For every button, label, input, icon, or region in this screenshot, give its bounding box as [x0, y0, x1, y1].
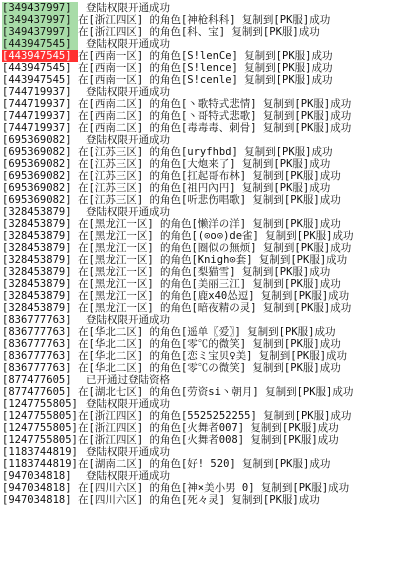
log-line-message: 在[华北二区] 的角色[遥单〖爱〗] 复制到[PK服]成功 [78, 326, 336, 338]
log-line-message: 在[黑龙江一区] 的角色[鹿x40怂逗] 复制到[PK服]成功 [78, 290, 350, 302]
log-line-account: [836777763] [2, 326, 72, 338]
log-line[interactable] [2, 434, 401, 446]
log-line-message: 在[江苏三区] 的角色[uryfhbd] 复制到[PK服]成功 [78, 146, 333, 158]
log-line[interactable] [2, 422, 401, 434]
log-line-message: 在[四川六区] 的角色[神×美小男 0] 复制到[PK服]成功 [78, 482, 350, 494]
log-line-account: [744719937] [2, 86, 72, 98]
log-line-message: 在[湖南二区] 的角色[好! 520] 复制到[PK服]成功 [78, 458, 331, 470]
log-line-account: [695369082] [2, 158, 72, 170]
log-line-message: 在[黑龙江一区] 的角色[梨猫雪] 复制到[PK服]成功 [78, 266, 331, 278]
log-line[interactable] [2, 410, 401, 422]
log-line[interactable] [2, 470, 401, 482]
log-line-account: [744719937] [2, 98, 72, 110]
log-line-message: 在[华北二区] 的角色[恋ミ宝贝♀美] 复制到[PK服]成功 [78, 350, 348, 362]
log-line-message: 在[浙江四区] 的角色[5525252255] 复制到[PK服]成功 [78, 410, 352, 422]
log-line-account: [1247755805] [2, 434, 78, 446]
log-line-account: [328453879] [2, 206, 72, 218]
log-line-message: 在[西南二区] 的角色[丶哥特式悲歌] 复制到[PK服]成功 [78, 110, 352, 122]
log-line-account: [328453879] [2, 278, 72, 290]
log-line-account: [744719937] [2, 122, 72, 134]
log-line-account: [349437997] [2, 26, 78, 38]
log-line[interactable] [2, 218, 401, 230]
log-line[interactable] [2, 38, 401, 50]
log-line[interactable] [2, 302, 401, 314]
log-line-account: [695369082] [2, 146, 72, 158]
log-line-account: [328453879] [2, 218, 72, 230]
log-panel[interactable] [2, 2, 401, 506]
log-line[interactable] [2, 398, 401, 410]
log-line-message: 在[浙江四区] 的角色[火舞者007] 复制到[PK服]成功 [78, 422, 339, 434]
log-line[interactable] [2, 386, 401, 398]
log-line-message: 在[黑龙江一区] 的角色[暗夜精の灵] 复制到[PK服]成功 [78, 302, 352, 314]
log-line-message: 在[湖北七区] 的角色[劳资si丶朝月] 复制到[PK服]成功 [78, 386, 354, 398]
log-line[interactable] [2, 122, 401, 134]
log-line-account: [695369082] [2, 170, 72, 182]
log-line-message: 在[西南二区] 的角色[丶歌特式悲情] 复制到[PK服]成功 [78, 98, 352, 110]
log-line-account: [443947545] [2, 38, 78, 50]
log-line-message: 在[黑龙江一区] 的角色[懒洋の洋] 复制到[PK服]成功 [78, 218, 341, 230]
log-line[interactable] [2, 242, 401, 254]
log-line-message: 在[浙江四区] 的角色[神枪科科] 复制到[PK服]成功 [78, 14, 331, 26]
log-line[interactable] [2, 110, 401, 122]
log-line-account: [877477605] [2, 386, 72, 398]
log-line-message: 登陆权限开通成功 [86, 206, 170, 218]
log-line[interactable] [2, 290, 401, 302]
log-line[interactable] [2, 314, 401, 326]
log-line[interactable] [2, 194, 401, 206]
log-line-message: 登陆权限开通成功 [86, 2, 170, 14]
log-line-message: 在[黑龙江一区] 的角色[Knigh⊙套] 复制到[PK服]成功 [78, 254, 348, 266]
log-line-message: 在[江苏三区] 的角色[大炮来了] 复制到[PK服]成功 [78, 158, 331, 170]
log-line[interactable] [2, 338, 401, 350]
log-line-message: 在[浙江四区] 的角色[火舞者008] 复制到[PK服]成功 [78, 434, 339, 446]
log-line-account: [328453879] [2, 254, 72, 266]
log-line-message: 在[华北二区] 的角色[零℃的微笑] 复制到[PK服]成功 [78, 338, 341, 350]
log-line[interactable] [2, 494, 401, 506]
log-line[interactable] [2, 446, 401, 458]
log-line-account: [443947545] [2, 62, 72, 74]
log-line[interactable] [2, 182, 401, 194]
log-line-account: [1247755805] [2, 398, 78, 410]
log-line-account: [836777763] [2, 350, 72, 362]
log-line[interactable] [2, 86, 401, 98]
log-line-account: [695369082] [2, 182, 72, 194]
log-line[interactable] [2, 134, 401, 146]
log-line[interactable] [2, 374, 401, 386]
log-line-account: [836777763] [2, 338, 72, 350]
log-line[interactable] [2, 266, 401, 278]
log-line-message: 在[江苏三区] 的角色[扛起哥布林] 复制到[PK服]成功 [78, 170, 341, 182]
log-line-message: 在[浙江四区] 的角色[科、宝] 复制到[PK服]成功 [78, 26, 320, 38]
log-line-account: [695369082] [2, 194, 72, 206]
log-line-account: [947034818] [2, 494, 72, 506]
log-line[interactable] [2, 350, 401, 362]
log-line[interactable] [2, 326, 401, 338]
log-line-message: 登陆权限开通成功 [86, 314, 170, 326]
log-line[interactable] [2, 482, 401, 494]
log-line-message: 在[西南一区] 的角色[S!lence] 复制到[PK服]成功 [78, 62, 333, 74]
log-line-message: 登陆权限开通成功 [86, 470, 170, 482]
log-line[interactable] [2, 362, 401, 374]
log-line-account: [349437997] [2, 2, 78, 14]
log-line-account: [1247755805] [2, 410, 78, 422]
log-line-message: 登陆权限开通成功 [86, 446, 170, 458]
log-line[interactable] [2, 458, 401, 470]
log-line-account: [1247755805] [2, 422, 78, 434]
log-line[interactable] [2, 230, 401, 242]
log-line[interactable] [2, 158, 401, 170]
log-line-message: 在[四川六区] 的角色[死々灵] 复制到[PK服]成功 [78, 494, 320, 506]
log-line-message: 登陆权限开通成功 [86, 86, 170, 98]
log-line[interactable] [2, 146, 401, 158]
log-line-account: [328453879] [2, 290, 72, 302]
log-line-account: [947034818] [2, 470, 72, 482]
log-line-account: [877477605] [2, 374, 72, 386]
log-line[interactable] [2, 98, 401, 110]
log-line-account: [349437997] [2, 14, 78, 26]
log-line-account: [836777763] [2, 362, 72, 374]
log-line-message: 登陆权限开通成功 [86, 398, 170, 410]
log-line[interactable] [2, 50, 401, 62]
log-line[interactable] [2, 206, 401, 218]
log-line-account: [695369082] [2, 134, 72, 146]
log-line-message: 在[江苏三区] 的角色[祖円內円] 复制到[PK服]成功 [78, 182, 331, 194]
log-line-message: 在[西南二区] 的角色[毒毒毒、刺骨] 复制到[PK服]成功 [78, 122, 352, 134]
log-line[interactable] [2, 254, 401, 266]
log-line-account: [836777763] [2, 314, 72, 326]
log-line[interactable] [2, 2, 401, 14]
log-line-account: [744719937] [2, 110, 72, 122]
log-line-account: [328453879] [2, 242, 72, 254]
log-line-message: 在[黑龙江一区] 的角色[(⊙o⊙)de雀] 复制到[PK服]成功 [78, 230, 354, 242]
log-line-account: [328453879] [2, 302, 72, 314]
log-line[interactable] [2, 62, 401, 74]
log-line-message: 已开通过登陆资格 [86, 374, 170, 386]
log-line-account: [328453879] [2, 266, 72, 278]
log-line-message: 登陆权限开通成功 [86, 38, 170, 50]
log-line-account: [443947545] [2, 74, 72, 86]
log-line-account: [947034818] [2, 482, 72, 494]
log-line[interactable] [2, 74, 401, 86]
log-line-message: 在[华北二区] 的角色[零℃の微笑] 复制到[PK服]成功 [78, 362, 341, 374]
log-line-message: 在[黑龙江一区] 的角色[圈似の無烦] 复制到[PK服]成功 [78, 242, 352, 254]
log-line[interactable] [2, 14, 401, 26]
log-line-account: [443947545] [2, 50, 78, 62]
log-line-message: 在[江苏三区] 的角色[听悲伤唱歌] 复制到[PK服]成功 [78, 194, 341, 206]
log-line-message: 在[西南一区] 的角色[S!lenCe] 复制到[PK服]成功 [78, 50, 333, 62]
log-line-account: [328453879] [2, 230, 72, 242]
log-line-message: 在[西南一区] 的角色[S!cenle] 复制到[PK服]成功 [78, 74, 333, 86]
log-line[interactable] [2, 26, 401, 38]
log-line-message: 在[黑龙江一区] 的角色[美丽三江] 复制到[PK服]成功 [78, 278, 341, 290]
log-line-account: [1183744819] [2, 458, 78, 470]
log-line[interactable] [2, 170, 401, 182]
log-line[interactable] [2, 278, 401, 290]
log-line-account: [1183744819] [2, 446, 78, 458]
log-line-message: 登陆权限开通成功 [86, 134, 170, 146]
